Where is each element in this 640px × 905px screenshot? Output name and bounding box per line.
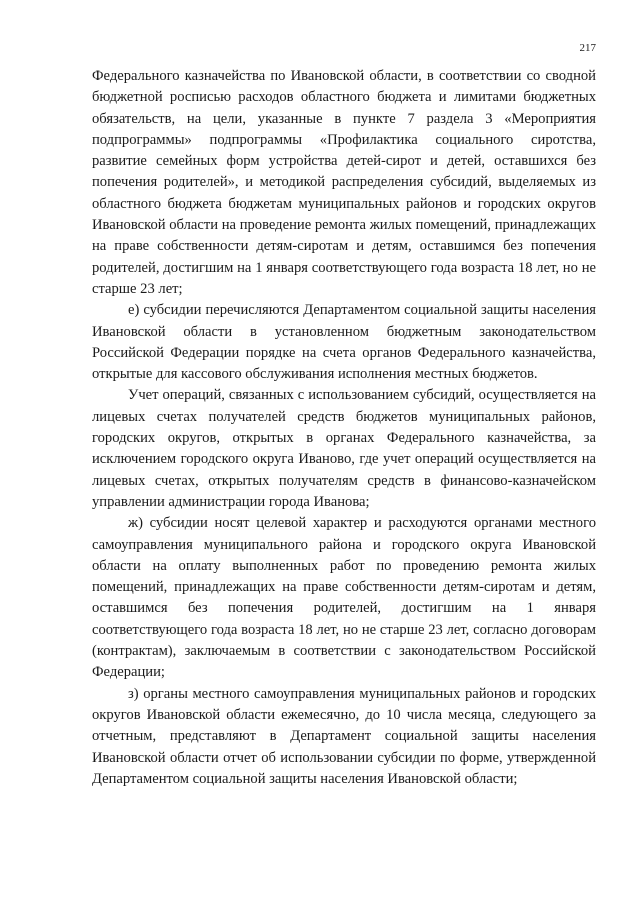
paragraph-item-zh: ж) субсидии носят целевой характер и расходуются органами местного самоуправления муниципального района и городского округа Ивановской области на оплату выполненных работ по проведению ремонта жилых помещений, принадлежащих на праве собственности детям-сиротам и детям, оставшимся без попечения родителей, достигшим на 1 января соответствующего года возраста 18 лет, но не старше 23 лет, согласно договорам (контрактам), заключаемым в соответствии с законодательством Российской Федерации;	[92, 515, 596, 681]
paragraph-accounting: Учет операций, связанных с использованием субсидий, осуществляется на лицевых счетах получателей средств бюджетов муниципальных районов, городских округов, открытых в органах Федерального казначейства, за исключением городского округа Иваново, где учет операций осуществляется на лицевых счетах, открытых получателям средств в финансово-казначейском управлении администрации города Иванова;	[92, 387, 596, 510]
paragraph-item-z: з) органы местного самоуправления муниципальных районов и городских округов Ивановской области ежемесячно, до 10 числа месяца, следующего за отчетным, представляют в Департамент социальной защиты населения Ивановской области отчет об использовании субсидии по форме, утвержденной Департаментом социальной защиты населения Ивановской области;	[92, 685, 596, 787]
paragraph-item-e: е) субсидии перечисляются Департаментом социальной защиты населения Ивановской области в установленном бюджетным законодательством Российской Федерации порядке на счета органов Федерального казначейства, открытые для кассового обслуживания исполнения местных бюджетов.	[92, 302, 596, 383]
page-number: 217	[579, 42, 596, 54]
document-body	[92, 66, 596, 790]
paragraph-continuation: Федерального казначейства по Ивановской области, в соответствии со сводной бюджетной росписью расходов областного бюджета и лимитами бюджетных обязательств, на цели, указанные в пункте 7 раздела 3 «Мероприятия подпрограммы» подпрограммы «Профилактика социального сиротства, развитие семейных форм устройства детей-сирот и детей, оставшихся без попечения родителей», и методикой распределения субсидий, выделяемых из областного бюджета бюджетам муниципальных районов и городских округов Ивановской области на проведение ремонта жилых помещений, принадлежащих на праве собственности детям-сиротам и детям, оставшимся без попечения родителей, достигшим на 1 января соответствующего года возраста 18 лет, но не старше 23 лет;	[92, 68, 596, 297]
